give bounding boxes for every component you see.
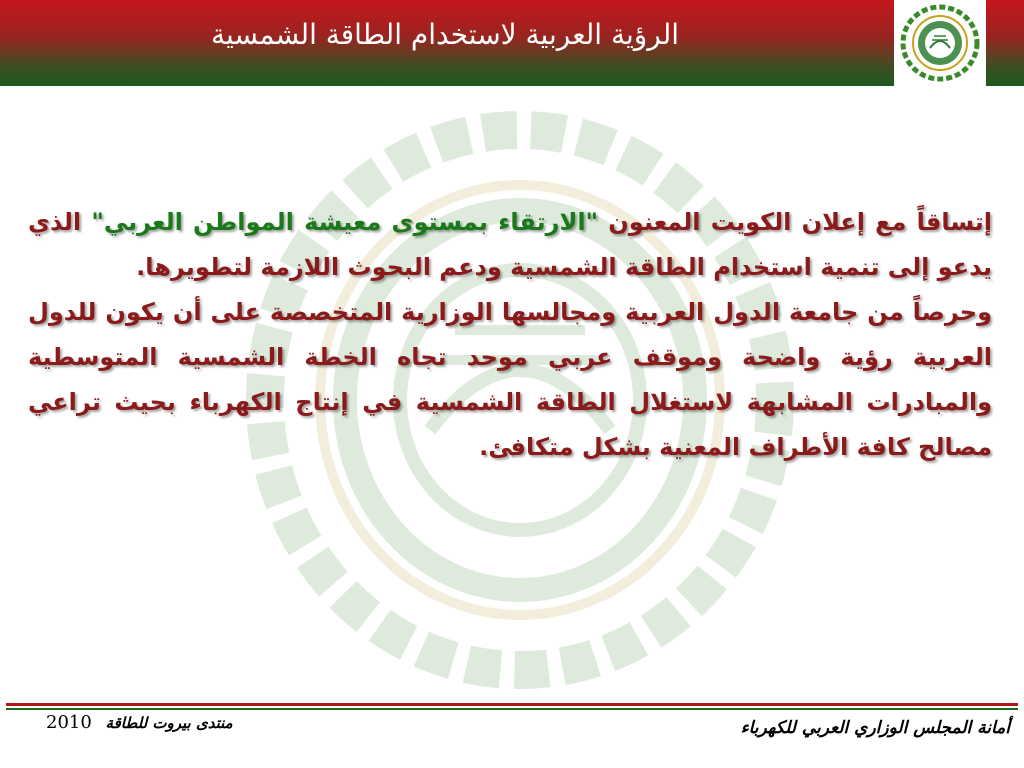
p1-text-start: إتساقاً مع إعلان الكويت المعنون [598,208,993,236]
arab-league-emblem-icon [900,4,980,82]
paragraph-arab-league-vision: وحرصاً من جامعة الدول العربية ومجالسها الوزارية المتخصصة على أن يكون للدول العربية رؤية واضحة وموقف عربي موحد تجاه الخطة الشمسية المتوسطية والمبادرات المشابهة لاستغلال الطاقة الشمسية في إنتاج الكهرباء بحيث تراعي مصالح كافة الأطراف المعنية بشكل متكافئ. [28,298,992,461]
p1-text-end: الذي يدعو إلى تنمية استخدام الطاقة الشمسية ودعم البحوث اللازمة لتطويرها. [28,208,992,281]
declaration-title-highlight: "الارتقاء بمستوى معيشة المواطن العربي" [91,208,599,236]
footer-divider-green [6,708,1018,710]
footer-year: 2010 [46,712,92,733]
footer-divider-red [6,703,1018,706]
slide-header [0,0,1024,86]
slide-body [28,200,992,470]
footer-forum: منتدى بيروت للطاقة [105,714,233,732]
footer-event [46,712,233,733]
paragraph-kuwait-declaration [28,200,992,290]
footer-secretariat: أمانة المجلس الوزاري العربي للكهرباء [740,718,1010,738]
logo-panel [894,0,986,86]
slide-title: الرؤية العربية لاستخدام الطاقة الشمسية [210,18,680,51]
